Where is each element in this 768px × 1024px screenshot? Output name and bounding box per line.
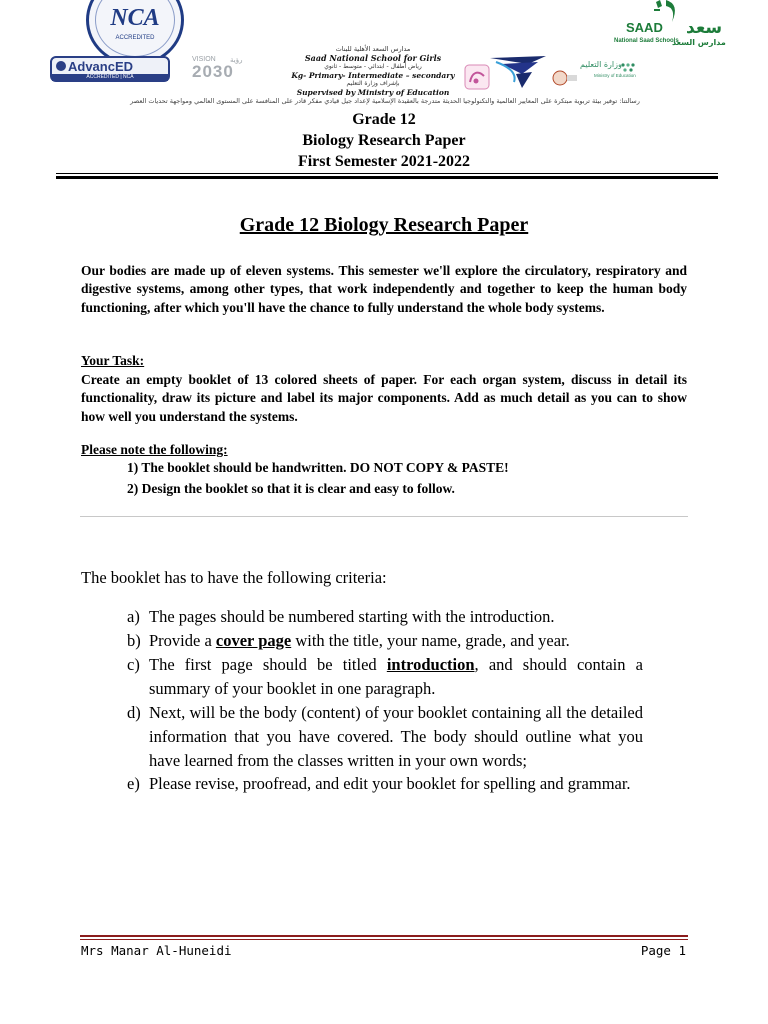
saad-arabic-text: سعد [686, 18, 723, 38]
section-divider [80, 516, 688, 517]
criteria-c-after: , and should contain a summary of your booklet in one paragraph. [149, 655, 643, 698]
ministry-arabic-text: وزارة التعليم [580, 60, 622, 69]
intro-paragraph: Our bodies are made up of eleven systems. This semester we'll explore the circulatory, respiratory and digestive systems, among other types, that work independently and together to keep the human body functioning, after which you'll have the chance to fully understand the whole body systems. [81, 263, 687, 315]
school-arabic-supervision: بإشراف وزارة التعليم [346, 80, 400, 87]
vision-logo-small-text: VISION [192, 56, 216, 63]
round-emblem-icon [550, 68, 578, 88]
footer-rule-thick [80, 935, 688, 937]
advanced-accreditation-logo [50, 56, 170, 82]
cover-page-emphasis: cover page [215, 631, 292, 650]
school-arabic-name: مدارس السعد الأهلية للبنات [335, 45, 411, 53]
task-label: Your Task: [81, 353, 145, 368]
document-title: Grade 12 Biology Research Paper [239, 214, 529, 236]
criteria-intro: The booklet has to have the following criteria: [81, 568, 387, 587]
heading-grade: Grade 12 [352, 111, 416, 128]
criteria-b-after: with the title, your name, grade, and year. [291, 631, 570, 650]
saad-arabic-subtext: مدارس السعد [672, 38, 726, 47]
ministry-of-education-logo [580, 60, 644, 86]
saad-schools-logo [612, 0, 734, 56]
footer-author: Mrs Manar Al-Huneidi [81, 943, 232, 958]
school-info-block [282, 45, 464, 97]
saad-english-subtext: National Saad Schools [614, 38, 679, 44]
ministry-dots-icon [620, 62, 636, 72]
introduction-emphasis: introduction [386, 655, 475, 674]
advanced-logo-subtext: ACCREDITED | NCA [52, 74, 168, 81]
nca-logo-subtext: ACCREDITED [115, 35, 155, 41]
task-text: Create an empty booklet of 13 colored sheets of paper. For each organ system, discuss in detail its functionality, draw its picture and label its major components. Add as much detail as you can to show how well you understand the systems. [81, 372, 687, 424]
criteria-item-text: Next, will be the body (content) of your booklet containing all the detailed information that you have covered. The body should outline what you have learned from the classes written in your own words; [149, 703, 643, 770]
criteria-item-label: e) [127, 774, 140, 793]
nca-logo-text: NCA [110, 5, 160, 31]
globe-icon [56, 61, 66, 71]
pink-logo-icon [464, 64, 490, 90]
footer-page-number: Page 1 [640, 943, 686, 958]
school-mission-statement: رسالتنا: توفير بيئة تربوية مبتكرة على المعايير العالمية والتكنولوجيا الحديثة متدرجة بالعقيدة الإسلامية لإعداد جيل قيادي مفكر قادر على المنافسة على المستوى العالمي ومواجهة تحديات العصر [130, 97, 640, 105]
bird-logo-icon [488, 52, 548, 92]
school-english-name: Saad National School for Girls [304, 53, 442, 63]
footer-rule-thin [80, 939, 688, 940]
note-item-2: 2) Design the booklet so that it is clear and easy to follow. [127, 481, 455, 496]
criteria-item-label: d) [127, 703, 141, 722]
school-arabic-levels: رياض أطفال - ابتدائي - متوسط - ثانوي [324, 63, 422, 70]
criteria-item-text [149, 629, 643, 653]
vision-logo-arabic-text: رؤية [230, 56, 243, 64]
heading-course: Biology Research Paper [302, 132, 466, 149]
heading-rule-thick [56, 176, 718, 179]
criteria-item-label: b) [127, 631, 141, 650]
school-english-supervision: Supervised by Ministry of Education [296, 88, 450, 97]
criteria-item-text: The pages should be numbered starting with the introduction. [149, 607, 555, 626]
heading-rule-thin [56, 173, 718, 174]
ministry-english-text: Ministry of Education [594, 73, 636, 78]
note-item-1: 1) The booklet should be handwritten. DO NOT COPY & PASTE! [127, 460, 509, 475]
notes-label: Please note the following: [81, 442, 228, 457]
heading-semester: First Semester 2021-2022 [297, 153, 471, 170]
criteria-b-before: Provide a [149, 631, 216, 650]
vision-logo-year: 2030 [192, 62, 234, 81]
saad-english-text: SAAD [626, 20, 663, 35]
criteria-item-label: c) [127, 655, 140, 674]
criteria-item-text [149, 653, 643, 701]
advanced-logo-text: AdvancED [68, 59, 134, 74]
school-english-levels: Kg- Primary- Intermediate – secondary [291, 71, 455, 80]
criteria-item-text: Please revise, proofread, and edit your booklet for spelling and grammar. [149, 774, 631, 793]
vision-2030-logo [180, 56, 270, 84]
criteria-item-label: a) [127, 607, 140, 626]
criteria-c-before: The first page should be titled [149, 655, 387, 674]
